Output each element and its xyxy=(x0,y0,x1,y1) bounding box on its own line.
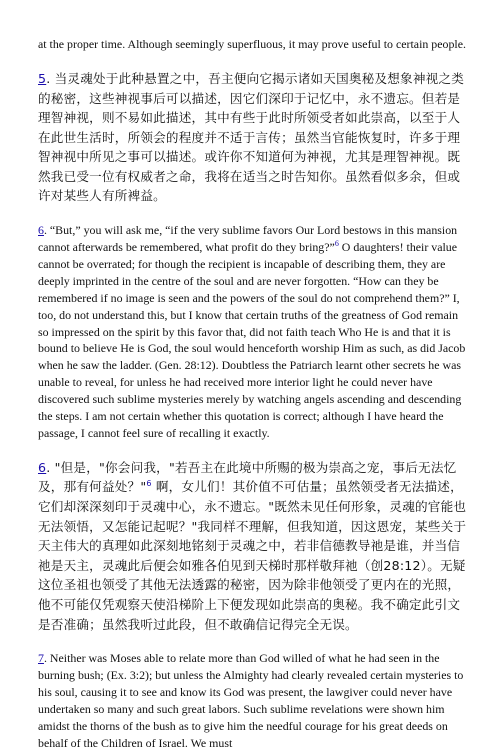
paragraph-number-link[interactable]: 6 xyxy=(38,223,44,238)
paragraph-text: . Neither was Moses able to relate more than God willed of what he had seen in the burning bush; (Ex. 3:2); but unless the Almighty had clearly revealed certain mysteries to his soul, causing it to see and know its God was present, the lawgiver could never have undertaken so many and such great labors. Such sublime revelations were shown him amidst the thorns of the bush as to give him the needful courage for his great deeds on behalf of the Children of Israel. We must xyxy=(38,651,464,750)
paragraph-text: . “But,” you will ask me, “if the very sublime favors Our Lord bestows in this mansion cannot afterwards be remembered, what profit do they bring?” xyxy=(38,223,458,254)
footnote-link[interactable]: 6 xyxy=(146,479,152,489)
paragraph-6-english xyxy=(38,222,468,442)
paragraph-6-chinese xyxy=(38,458,468,634)
page-content xyxy=(0,36,500,752)
footnote-link[interactable]: 6 xyxy=(334,239,339,248)
paragraph-number-link[interactable]: 7 xyxy=(38,651,44,666)
paragraph-text-continued: O daughters! their value cannot be overrated; for though the recipient is incapable of describing them, they are deeply imprinted in the centre of the soul and are never forgotten. “How can they be remembered if no image is seen and the powers of the soul do not comprehend them?” I, too, do not understand this, but I know that certain truths of the greatness of God remain so impressed on the spirit by this favor that, did not faith teach Who He is and that it is bound to believe He is God, the soul would henceforth worship Him as such, as did Jacob when he saw the ladder. (Gen. 28:12). Doubtless the Patriarch learnt other secrets he was unable to reveal, for unless he had received more interior light he could never have discovered such sublime mysteries merely by watching angels ascending and descending the steps. I am not certain whether this quotation is correct; although I have heard the passage, I cannot feel sure of recalling it exactly. xyxy=(38,239,466,440)
paragraph-number-link[interactable]: 5 xyxy=(38,70,47,86)
paragraph-number-link[interactable]: 6 xyxy=(38,459,47,475)
paragraph-text-continued: 啊，女儿们！其价值不可估量；虽然领受者无法描述，它们却深深刻印于灵魂中心，永不遗忘。"既然未见任何形象，灵魂的官能也无法领悟，又怎能记起呢？"我同样不理解，但我知道，因这恩宠，某些关于天主伟大的真理如此深刻地铭刻于灵魂之中，若非信德教导祂是谁，并当信祂是天主，灵魂此后便会如雅各伯见到天梯时那样敬拜祂（创28:12）。无疑这位圣祖也领受了其他无法透露的秘密，因为除非他领受了更内在的光照，他不可能仅凭观察天使沿梯阶上下便发现如此崇高的奥秘。我不确定此引文是否准确；虽然我听过此段，但不敢确信记得完全无误。 xyxy=(38,479,467,632)
paragraph-text: . "但是，"你会问我，"若吾主在此境中所赐的极为崇高之宠，事后无法忆及，那有何益处？" xyxy=(38,459,457,495)
paragraph-continuation xyxy=(38,36,468,53)
paragraph-text: at the proper time. Although seemingly superfluous, it may prove useful to certain people. xyxy=(38,37,466,51)
paragraph-5-chinese xyxy=(38,69,468,206)
paragraph-7-english xyxy=(38,650,468,751)
paragraph-text: . 当灵魂处于此种悬置之中，吾主便向它揭示诸如天国奥秘及想象神视之类的秘密，这些神视事后可以描述，因它们深印于记忆中，永不遗忘。但若是理智神视，则不易如此描述，其中有些于此时所领受者如此崇高，以至于人在此世生活时，所领会的程度并不适于言传；虽然当官能恢复时，许多于理智神视中所见之事可以描述。或许你不知道何为神视，尤其是理智神视。既然我已受一位有权威者之命，我将在适当之时告知你。虽然看似多余，但或许对某些人有所裨益。 xyxy=(38,70,465,204)
